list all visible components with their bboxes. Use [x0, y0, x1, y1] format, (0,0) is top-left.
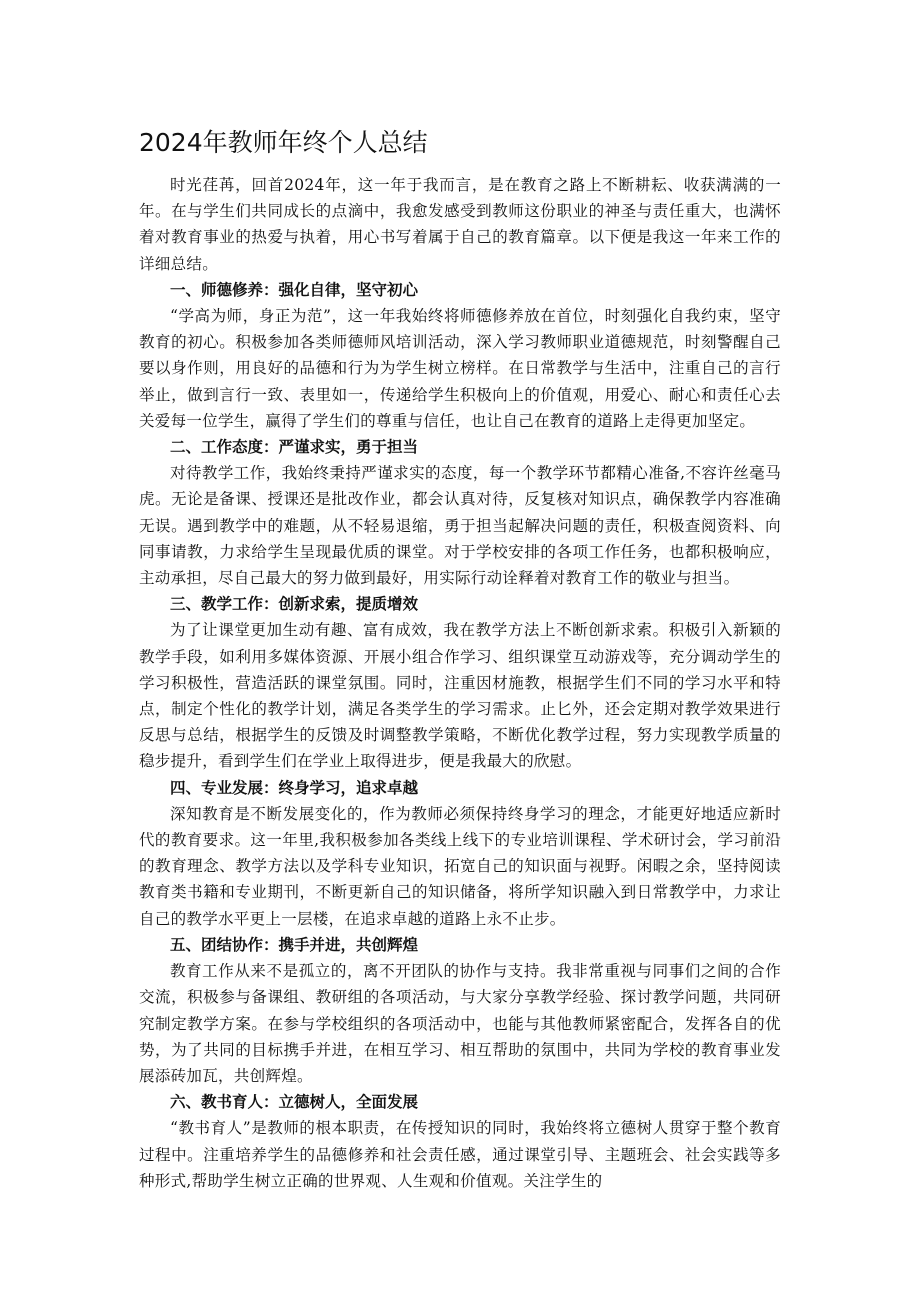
section-body-2: 对待教学工作，我始终秉持严谨求实的态度，每一个教学环节都精心准备,不容许丝毫马虎。无论是备课、授课还是批改作业，都会认真对待，反复核对知识点，确保教学内容准确无误。遇到教学中的难题，从不轻易退缩，勇于担当起解决问题的责任，积极查阅资料、向同事请教，力求给学生呈现最优质的课堂。对于学校安排的各项工作任务，也都积极响应，主动承担，尽自己最大的努力做到最好，用实际行动诠释着对教育工作的敬业与担当。	[139, 464, 781, 588]
section-body-4: 深知教育是不断发展变化的，作为教师必须保持终身学习的理念，才能更好地适应新时代的教育要求。这一年里,我积极参加各类线上线下的专业培训课程、学术研讨会，学习前沿的教育理念、教学方法以及学科专业知识，拓宽自己的知识面与视野。闲暇之余，坚持阅读教育类书籍和专业期刊，不断更新自己的知识储备，将所学知识融入到日常教学中，力求让自己的教学水平更上一层楼，在追求卓越的道路上永不止步。	[139, 804, 781, 928]
section-heading-6: 六、教书育人：立德树人，全面发展	[170, 1093, 419, 1112]
section-heading-3: 三、教学工作：创新求索，提质增效	[170, 595, 419, 614]
section-body-1: “学高为师，身正为范”，这一年我始终将师德修养放在首位，时刻强化自我约束，坚守教育的初心。积极参加各类师德师风培训活动，深入学习教师职业道德规范，时刻警醒自己要以身作则，用良好的品德和行为为学生树立榜样。在日常教学与生活中，注重自己的言行举止，做到言行一致、表里如一，传递给学生积极向上的价值观，用爱心、耐心和责任心去关爱每一位学生，赢得了学生们的尊重与信任，也让自己在教育的道路上走得更加坚定。	[139, 307, 781, 430]
section-heading-1: 一、师德修养：强化自律，坚守初心	[170, 280, 419, 299]
section-heading-2: 二、工作态度：严谨求实，勇于担当	[170, 438, 419, 457]
document-content	[139, 125, 781, 1194]
section-heading-4: 四、专业发展：终身学习，追求卓越	[170, 778, 419, 797]
intro-paragraph: 时光荏苒，回首2024年，这一年于我而言，是在教育之路上不断耕耘、收获满满的一年。在与学生们共同成长的点滴中，我愈发感受到教师这份职业的神圣与责任重大，也满怀着对教育事业的热爱与执着，用心书写着属于自己的教育篇章。以下便是我这一年来工作的详细总结。	[139, 176, 781, 273]
document-title: 2024年教师年终个人总结	[139, 128, 428, 157]
section-body-3: 为了让课堂更加生动有趣、富有成效，我在教学方法上不断创新求索。积极引入新颖的教学手段，如利用多媒体资源、开展小组合作学习、组织课堂互动游戏等，充分调动学生的学习积极性，营造活跃的课堂氛围。同时，注重因材施教，根据学生们不同的学习水平和特点，制定个性化的教学计划，满足各类学生的学习需求。止匕外，还会定期对教学效果进行反思与总结，根据学生的反馈及时调整教学策略，不断优化教学过程，努力实现教学质量的稳步提升，看到学生们在学业上取得进步，便是我最大的欣慰。	[139, 621, 781, 771]
section-heading-5: 五、团结协作：携手并进，共创辉煌	[170, 935, 419, 954]
section-body-6: “教书育人”是教师的根本职责，在传授知识的同时，我始终将立德树人贯穿于整个教育过程中。注重培养学生的品德修养和社会责任感，通过课堂引导、主题班会、社会实践等多种形式,帮助学生树立正确的世界观、人生观和价值观。关注学生的	[139, 1119, 781, 1190]
section-body-5: 教育工作从来不是孤立的，离不开团队的协作与支持。我非常重视与同事们之间的合作交流，积极参与备课组、教研组的各项活动，与大家分享教学经验、探讨教学问题，共同研究制定教学方案。在参与学校组织的各项活动中，也能与其他教师紧密配合，发挥各自的优势，为了共同的目标携手并进，在相互学习、相互帮助的氛围中，共同为学校的教育事业发展添砖加瓦，共创辉煌。	[139, 962, 781, 1085]
